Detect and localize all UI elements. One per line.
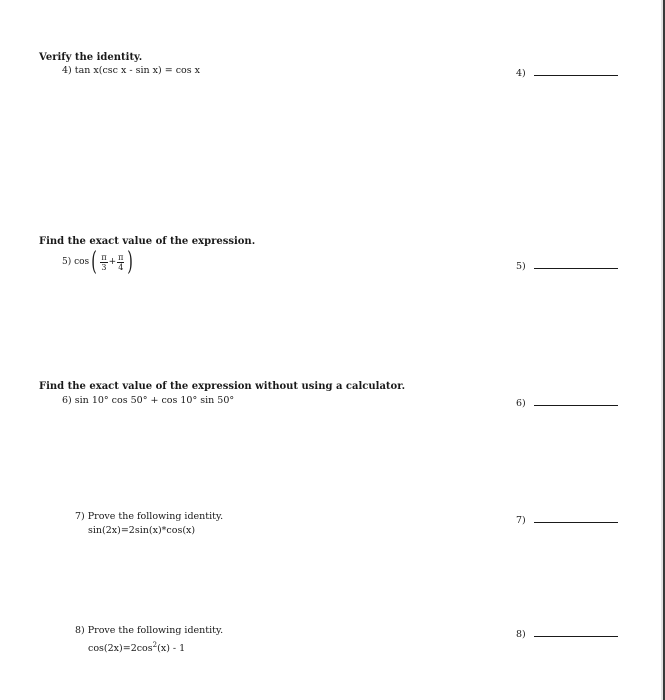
- answer-4-label: 4): [516, 68, 526, 79]
- fraction-pi-over-3: [100, 253, 107, 272]
- problem-8-line2: [88, 639, 185, 655]
- problem-4-text: 4) tan x(csc x - sin x) = cos x: [62, 65, 201, 76]
- answer-5-label: 5): [516, 261, 526, 272]
- answer-5-blank[interactable]: [534, 259, 618, 269]
- answer-7-label: 7): [516, 515, 526, 526]
- answer-5: [516, 259, 618, 272]
- problem-8-line1: 8) Prove the following identity.: [75, 625, 224, 636]
- problem-8-line2-b: (x) - 1: [157, 643, 186, 655]
- problem-8-exponent: 2: [152, 641, 158, 649]
- problem-7-line1: 7) Prove the following identity.: [75, 511, 224, 522]
- frac1-numerator: π: [101, 252, 107, 262]
- problem-7-line2: sin(2x)=2sin(x)*cos(x): [88, 525, 196, 536]
- frac2-denominator: 4: [118, 262, 124, 272]
- problem-5-label: 5) cos: [62, 256, 90, 267]
- answer-6-blank[interactable]: [534, 396, 618, 406]
- answer-4-blank[interactable]: [534, 66, 618, 76]
- left-paren: (: [91, 247, 98, 277]
- answer-8-blank[interactable]: [534, 627, 618, 637]
- problem-6-text: 6) sin 10° cos 50° + cos 10° sin 50°: [62, 395, 235, 406]
- answer-7: [516, 513, 618, 526]
- frac1-denominator: 3: [101, 262, 107, 272]
- problem-8-line2-a: cos(2x)=2cos: [88, 643, 153, 655]
- section-heading-exact-no-calculator: Find the exact value of the expression without using a calculator.: [39, 381, 406, 392]
- problem-5: [62, 249, 136, 275]
- answer-6-label: 6): [516, 398, 526, 409]
- fraction-pi-over-4: [117, 253, 124, 272]
- answer-8: [516, 627, 618, 640]
- plus-sign: +: [108, 256, 117, 267]
- answer-4: [516, 66, 618, 79]
- section-heading-verify: Verify the identity.: [39, 52, 143, 63]
- right-paren: ): [127, 247, 134, 277]
- answer-7-blank[interactable]: [534, 513, 618, 523]
- answer-8-label: 8): [516, 629, 526, 640]
- answer-6: [516, 396, 618, 409]
- section-heading-exact: Find the exact value of the expression.: [39, 236, 256, 247]
- frac2-numerator: π: [118, 252, 124, 262]
